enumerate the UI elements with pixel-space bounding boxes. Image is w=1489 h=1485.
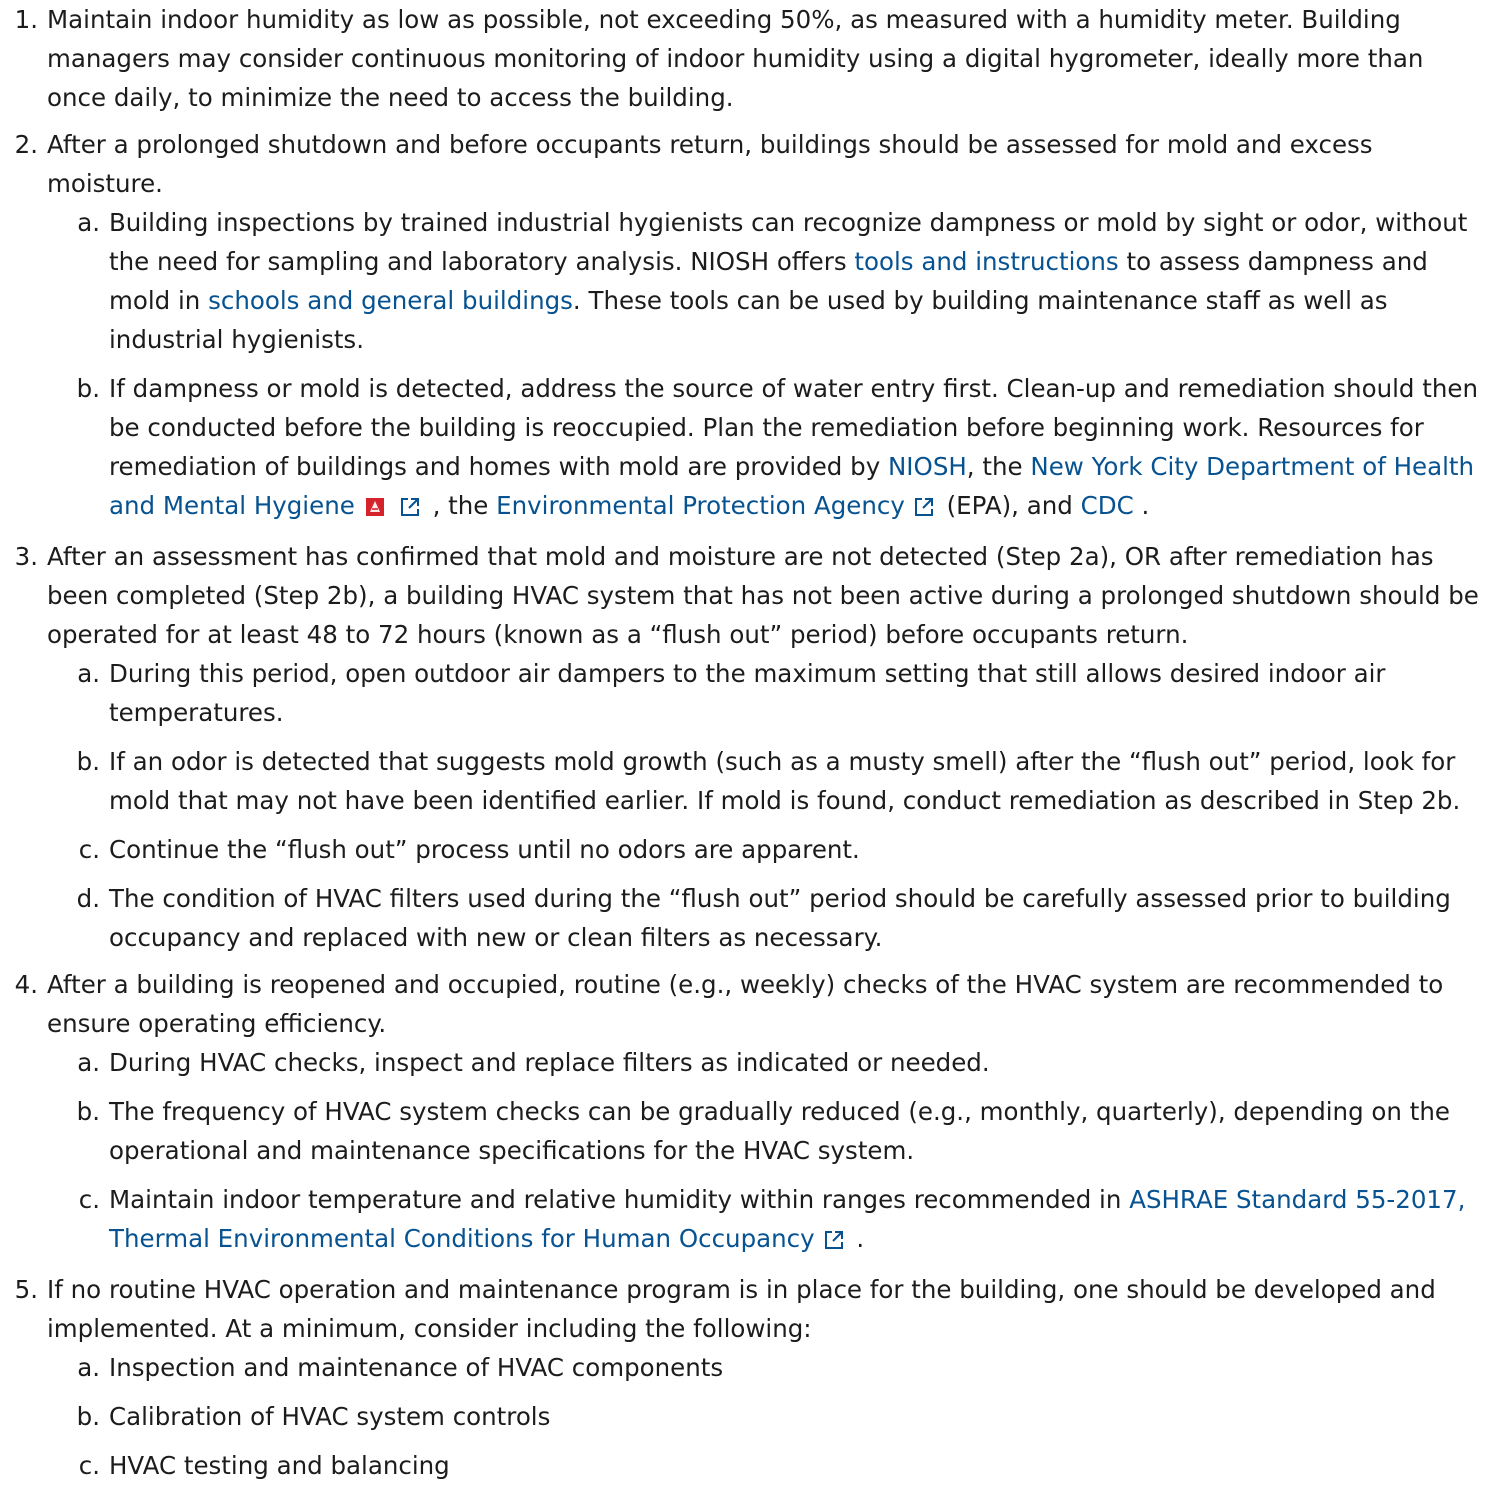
sub-item-letter: b.: [76, 1097, 100, 1126]
sub-item-letter: b.: [76, 1402, 100, 1431]
item-number: 4.: [14, 970, 38, 999]
sub-item-text: .: [1133, 491, 1150, 520]
sub-item-letter: c.: [78, 835, 100, 864]
sub-item-text: HVAC testing and balancing: [109, 1451, 450, 1480]
sub-item-text: During this period, open outdoor air dampers to the maximum setting that still allows desired indoor air temperatures.: [109, 659, 1386, 727]
sub-list: [47, 654, 1489, 957]
sub-item-text: to assess dampness and mold in: [109, 247, 1428, 315]
item-text: If no routine HVAC operation and maintenance program is in place for the building, one should be developed and implemented. At a minimum, consider including the following:: [47, 1275, 1436, 1343]
sub-list-item: [47, 742, 1489, 820]
item-text: After a prolonged shutdown and before occupants return, buildings should be assessed for mold and excess moisture.: [47, 130, 1373, 198]
list-item: [0, 537, 1489, 957]
item-text: After a building is reopened and occupied, routine (e.g., weekly) checks of the HVAC system are recommended to ensure operating efficiency.: [47, 970, 1444, 1038]
sub-item-text: Inspection and maintenance of HVAC components: [109, 1353, 724, 1382]
sub-list: [47, 203, 1489, 529]
item-number: 3.: [14, 542, 38, 571]
sub-list-item: [47, 1180, 1489, 1262]
sub-list-item: [47, 1348, 1489, 1387]
sub-list-item: [47, 830, 1489, 869]
sub-item-text: The condition of HVAC filters used during the “flush out” period should be carefully assessed prior to building occupancy and replaced with new or clean filters as necessary.: [109, 884, 1451, 952]
sub-item-letter: a.: [77, 1048, 100, 1077]
sub-list-item: [47, 369, 1489, 529]
sub-item-letter: c.: [78, 1451, 100, 1480]
sub-list-item: [47, 1397, 1489, 1436]
sub-item-text: , the: [966, 452, 1031, 481]
sub-item-text: Continue the “flush out” process until no odors are apparent.: [109, 835, 860, 864]
sub-item-text: If an odor is detected that suggests mold growth (such as a musty smell) after the “flush out” period, look for mold that may not have been identified earlier. If mold is found, conduct remediation as described in Step 2b.: [109, 747, 1461, 815]
sub-item-letter: b.: [76, 747, 100, 776]
sub-item-letter: a.: [77, 1353, 100, 1382]
tools-and-instructions-link[interactable]: tools and instructions: [854, 247, 1119, 276]
sub-item-text: Building inspections by trained industrial hygienists can recognize dampness or mold by sight or odor, without the need for sampling and laboratory analysis. NIOSH offers: [109, 208, 1468, 276]
sub-item-text: During HVAC checks, inspect and replace filters as indicated or needed.: [109, 1048, 990, 1077]
ashrae-standard-link[interactable]: ASHRAE Standard 55-2017, Thermal Environmental Conditions for Human Occupancy: [109, 1185, 1466, 1253]
sub-item-letter: c.: [78, 1185, 100, 1214]
sub-item-text: . These tools can be used by building maintenance staff as well as industrial hygienists.: [109, 286, 1388, 354]
nyc-health-department-link[interactable]: New York City Department of Health and Mental Hygiene: [109, 452, 1475, 520]
sub-item-text: , the: [424, 491, 497, 520]
sub-item-text: Calibration of HVAC system controls: [109, 1402, 551, 1431]
sub-list-item: [47, 203, 1489, 359]
sub-list: [47, 1348, 1489, 1485]
list-item: [0, 0, 1489, 117]
sub-item-letter: d.: [76, 884, 100, 913]
cdc-link[interactable]: CDC: [1080, 491, 1134, 520]
sub-list-item: [47, 1446, 1489, 1485]
niosh-link[interactable]: NIOSH: [887, 452, 967, 481]
sub-list-item: [47, 1043, 1489, 1082]
epa-link[interactable]: Environmental Protection Agency: [496, 491, 905, 520]
sub-item-text: (EPA), and: [938, 491, 1081, 520]
sub-list: [47, 1043, 1489, 1262]
list-item: [0, 1270, 1489, 1485]
item-number: 2.: [14, 130, 38, 159]
item-number: 1.: [14, 5, 38, 34]
list-item: [0, 965, 1489, 1262]
sub-list-item: [47, 879, 1489, 957]
pdf-icon[interactable]: [365, 489, 385, 528]
sub-item-letter: a.: [77, 659, 100, 688]
sub-item-text: If dampness or mold is detected, address the source of water entry first. Clean-up and remediation should then be conducted before the building is reoccupied. Plan the remediation before beginning work. Resources for remediation of buildings and homes with mold are provided by: [109, 374, 1478, 481]
sub-item-letter: a.: [77, 208, 100, 237]
sub-list-item: [47, 1092, 1489, 1170]
sub-item-letter: b.: [76, 374, 100, 403]
list-item: [0, 125, 1489, 529]
sub-list-item: [47, 654, 1489, 732]
external-link-icon[interactable]: [913, 490, 935, 529]
schools-and-general-buildings-link[interactable]: schools and general buildings: [208, 286, 573, 315]
external-link-icon[interactable]: [823, 1223, 845, 1262]
item-text: After an assessment has confirmed that mold and moisture are not detected (Step 2a), OR after remediation has been completed (Step 2b), a building HVAC system that has not been active during a prolonged shutdown should be operated for at least 48 to 72 hours (known as a “flush out” period) before occupants return.: [47, 542, 1479, 649]
sub-item-text: Maintain indoor temperature and relative humidity within ranges recommended in: [109, 1185, 1130, 1214]
item-text: Maintain indoor humidity as low as possible, not exceeding 50%, as measured with a humidity meter. Building managers may consider continuous monitoring of indoor humidity using a digital hygrometer, ideally more than once daily, to minimize the need to access the building.: [47, 5, 1424, 112]
sub-item-text: The frequency of HVAC system checks can be gradually reduced (e.g., monthly, quarterly), depending on the operational and maintenance specifications for the HVAC system.: [109, 1097, 1450, 1165]
sub-item-text: .: [848, 1224, 865, 1253]
external-link-icon[interactable]: [399, 490, 421, 529]
item-number: 5.: [14, 1275, 38, 1304]
